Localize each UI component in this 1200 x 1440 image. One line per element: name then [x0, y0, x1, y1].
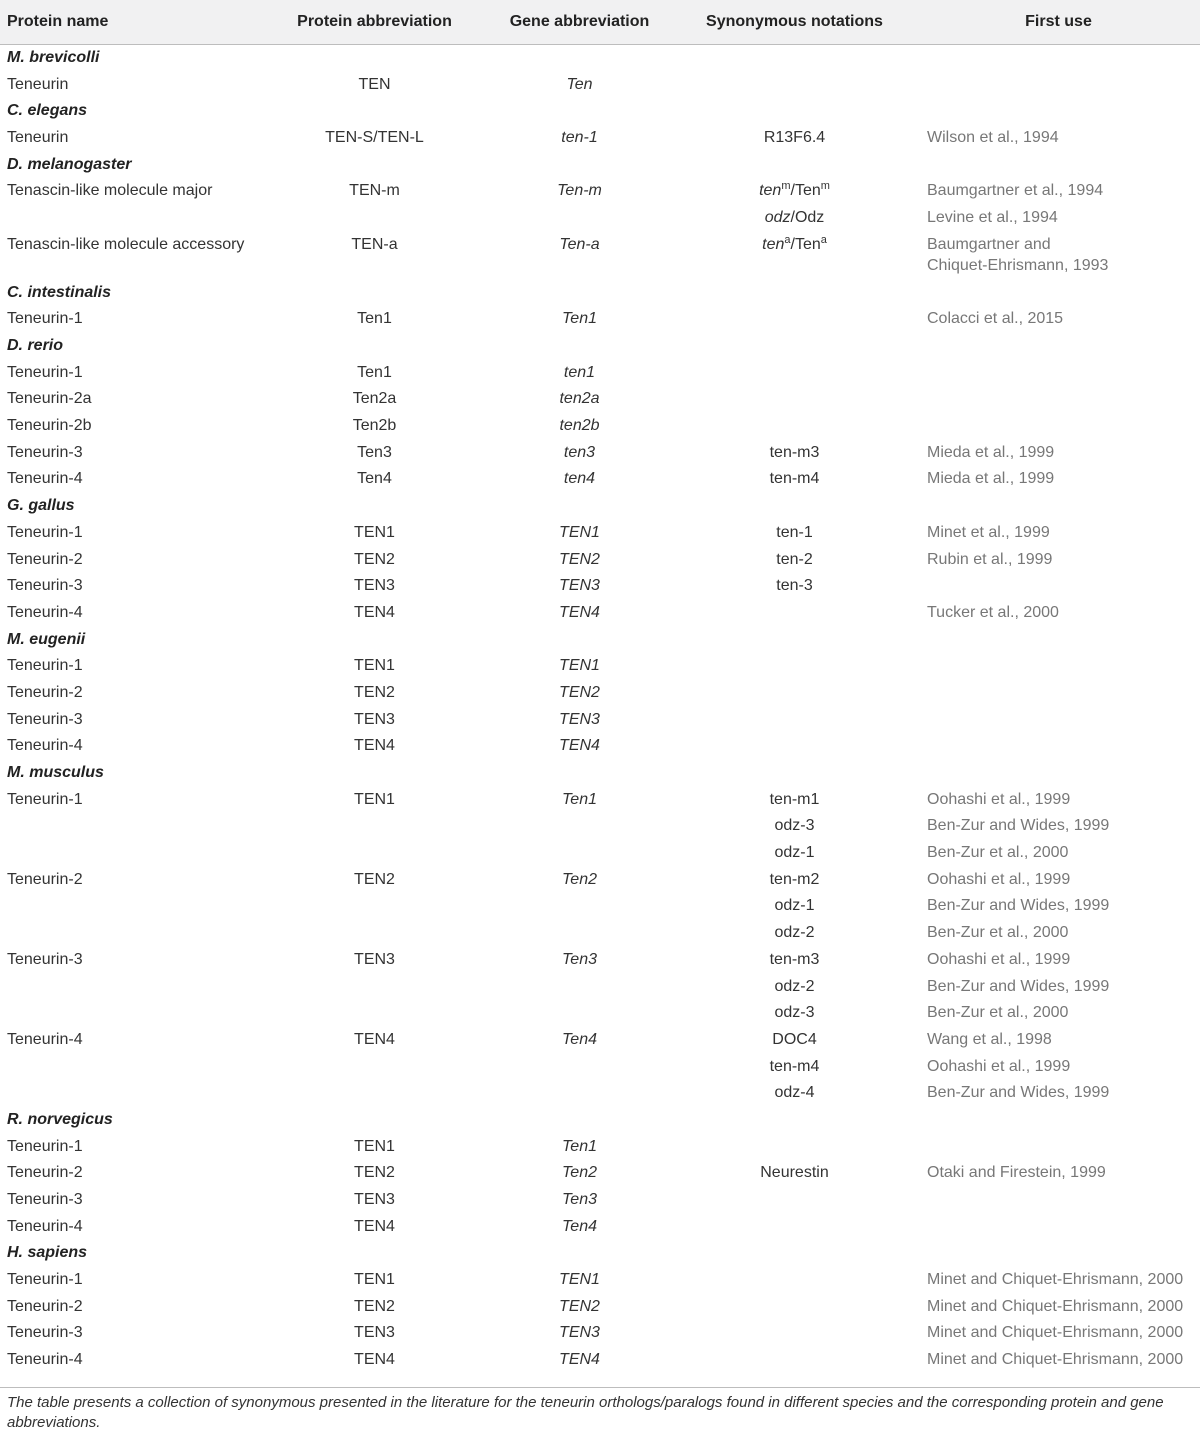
synonym-cell: R13F6.4	[763, 128, 826, 146]
first-use-cell: Mieda et al., 1999	[927, 470, 1055, 488]
protein-abbreviation-cell	[262, 839, 487, 866]
table-row	[0, 519, 1200, 546]
first-use-line: Chiquet-Ehrismann, 1993	[927, 256, 1109, 274]
gene-abbreviation-cell: TEN2	[559, 550, 600, 568]
species-name: D. rerio	[7, 337, 64, 355]
table-row	[0, 813, 1200, 840]
protein-name-cell	[0, 999, 262, 1026]
header-gene-abbreviation: Gene abbreviation	[487, 0, 672, 44]
table-caption: The table presents a collection of synonymous presented in the literature for the teneurin orthologs/paralogs found in different species and the corresponding protein and gene abbreviations.	[7, 1394, 1164, 1431]
table-row	[0, 652, 1200, 679]
protein-abbreviation-cell: Ten1	[357, 363, 392, 381]
protein-abbreviation-cell: Ten4	[357, 470, 392, 488]
gene-abbreviation-cell: Ten1	[562, 790, 597, 808]
species-row	[0, 151, 1200, 178]
first-use-cell: Oohashi et al., 1999	[927, 1057, 1071, 1075]
protein-name-cell: Teneurin-3	[7, 577, 83, 595]
table-row	[0, 1026, 1200, 1053]
synonym-cell	[672, 1266, 917, 1293]
header-row	[0, 0, 1200, 44]
first-use-cell	[917, 572, 1200, 599]
gene-abbreviation-cell	[487, 1053, 672, 1080]
protein-name-cell: Teneurin-3	[7, 1324, 83, 1342]
table-row	[0, 124, 1200, 151]
first-use-cell: Ben-Zur et al., 2000	[927, 1004, 1069, 1022]
protein-abbreviation-cell: TEN2	[354, 683, 395, 701]
species-row	[0, 626, 1200, 653]
species-row	[0, 279, 1200, 306]
protein-abbreviation-cell: TEN2	[354, 1297, 395, 1315]
gene-abbreviation-cell: ten1	[563, 363, 596, 381]
first-use-cell	[917, 733, 1200, 760]
species-name: C. elegans	[7, 102, 88, 120]
first-use-cell: Minet and Chiquet-Ehrismann, 2000	[927, 1324, 1184, 1342]
first-use-cell: Ben-Zur and Wides, 1999	[927, 977, 1110, 995]
protein-name-cell	[0, 919, 262, 946]
species-name: G. gallus	[7, 497, 75, 515]
synonym-cell: Neurestin	[760, 1164, 829, 1182]
gene-abbreviation-cell: Ten4	[562, 1217, 597, 1235]
table-row	[0, 999, 1200, 1026]
species-name: M. eugenii	[7, 630, 86, 648]
protein-abbreviation-cell: TEN4	[354, 603, 395, 621]
first-use-cell	[917, 1133, 1200, 1160]
table-row	[0, 1053, 1200, 1080]
synonym-cell: ten-m3	[769, 443, 820, 461]
protein-abbreviation-cell	[262, 1079, 487, 1106]
protein-name-cell: Teneurin-1	[7, 523, 83, 541]
header-synonymous-notations: Synonymous notations	[672, 0, 917, 44]
synonym-roman-part: Ten	[794, 235, 821, 253]
protein-name-cell	[0, 813, 262, 840]
header-protein-abbreviation: Protein abbreviation	[262, 0, 487, 44]
gene-abbreviation-cell: TEN3	[559, 1324, 600, 1342]
protein-name-cell: Teneurin-3	[7, 1191, 83, 1209]
protein-name-cell	[0, 1053, 262, 1080]
synonym-italic-part: ten	[759, 182, 782, 200]
protein-abbreviation-cell: TEN1	[354, 657, 395, 675]
first-use-cell: Levine et al., 1994	[927, 208, 1058, 226]
protein-name-cell: Teneurin-1	[7, 363, 83, 381]
first-use-cell: Minet and Chiquet-Ehrismann, 2000	[927, 1297, 1184, 1315]
synonym-cell: odz-1	[774, 844, 815, 862]
protein-abbreviation-cell: TEN-m	[349, 182, 400, 200]
synonym-cell: ten-m4	[769, 470, 820, 488]
synonym-superscript: a	[784, 233, 791, 246]
table-row	[0, 439, 1200, 466]
synonym-cell: ten-m4	[769, 1057, 820, 1075]
protein-name-cell: Teneurin-3	[7, 710, 83, 728]
protein-name-cell: Teneurin	[7, 75, 69, 93]
synonym-italic-part: odz	[764, 208, 791, 226]
protein-abbreviation-cell: TEN1	[354, 523, 395, 541]
first-use-cell	[917, 1186, 1200, 1213]
protein-abbreviation-cell: Ten1	[357, 310, 392, 328]
synonym-superscript: m	[781, 180, 791, 193]
gene-abbreviation-cell: Ten1	[562, 310, 597, 328]
table-row	[0, 1266, 1200, 1293]
gene-abbreviation-cell: TEN3	[559, 577, 600, 595]
synonym-cell: odz-3	[774, 817, 815, 835]
table-row	[0, 177, 1200, 204]
table-footer-divider	[0, 1387, 1200, 1388]
protein-abbreviation-cell: TEN	[358, 75, 391, 93]
synonym-cell	[672, 1213, 917, 1240]
first-use-cell	[917, 706, 1200, 733]
protein-name-cell: Teneurin-2	[7, 683, 83, 701]
gene-abbreviation-cell: TEN2	[559, 683, 600, 701]
protein-name-cell: Teneurin-3	[7, 950, 83, 968]
table-row	[0, 706, 1200, 733]
protein-name-cell	[0, 1079, 262, 1106]
gene-abbreviation-cell	[487, 813, 672, 840]
gene-abbreviation-cell	[487, 839, 672, 866]
protein-name-cell: Teneurin-4	[7, 470, 83, 488]
protein-abbreviation-cell: TEN-a	[351, 235, 398, 253]
gene-abbreviation-cell: ten3	[563, 443, 596, 461]
species-name: M. brevicolli	[7, 49, 100, 67]
protein-abbreviation-cell: TEN1	[354, 790, 395, 808]
table-row	[0, 1213, 1200, 1240]
gene-abbreviation-cell: TEN4	[559, 737, 600, 755]
first-use-cell: Baumgartner et al., 1994	[927, 182, 1104, 200]
protein-name-cell: Teneurin-1	[7, 657, 83, 675]
gene-abbreviation-cell: Ten3	[562, 950, 597, 968]
synonym-cell	[672, 204, 917, 231]
protein-name-cell: Teneurin-2	[7, 1297, 83, 1315]
protein-name-cell: Teneurin-1	[7, 310, 83, 328]
gene-abbreviation-cell	[487, 973, 672, 1000]
table-row	[0, 679, 1200, 706]
protein-abbreviation-cell	[262, 999, 487, 1026]
protein-abbreviation-cell: TEN4	[354, 1030, 395, 1048]
protein-abbreviation-cell: TEN4	[354, 1217, 395, 1235]
gene-abbreviation-cell: TEN3	[559, 710, 600, 728]
synonym-cell	[672, 1133, 917, 1160]
protein-name-cell: Teneurin-2	[7, 550, 83, 568]
gene-abbreviation-cell: ten-1	[561, 128, 598, 146]
synonym-roman-part: Ten	[794, 182, 821, 200]
protein-name-cell: Teneurin-4	[7, 1351, 83, 1369]
synonym-cell: odz-2	[774, 924, 815, 942]
protein-name-cell: Teneurin-4	[7, 1030, 83, 1048]
protein-abbreviation-cell: TEN2	[354, 1164, 395, 1182]
table-row	[0, 1079, 1200, 1106]
protein-abbreviation-cell: TEN3	[354, 1191, 395, 1209]
synonym-cell: DOC4	[772, 1030, 817, 1048]
gene-abbreviation-cell: Ten3	[562, 1191, 597, 1209]
gene-abbreviation-cell: Ten2	[562, 1164, 597, 1182]
synonym-cell	[672, 231, 917, 279]
species-row	[0, 97, 1200, 124]
synonym-separator: /	[790, 235, 795, 253]
species-row	[0, 44, 1200, 71]
synonym-cell: ten-3	[776, 577, 813, 595]
table-row	[0, 1133, 1200, 1160]
protein-name-cell: Teneurin-4	[7, 737, 83, 755]
protein-name-cell: Teneurin-4	[7, 1217, 83, 1235]
first-use-cell: Oohashi et al., 1999	[927, 870, 1071, 888]
gene-abbreviation-cell: TEN1	[559, 1271, 600, 1289]
synonym-cell	[672, 386, 917, 413]
gene-abbreviation-cell	[487, 893, 672, 920]
gene-abbreviation-cell: Ten-a	[559, 235, 600, 253]
protein-name-cell: Teneurin-4	[7, 603, 83, 621]
synonym-cell: ten-m3	[769, 950, 820, 968]
first-use-cell: Ben-Zur and Wides, 1999	[927, 897, 1110, 915]
protein-name-cell	[0, 839, 262, 866]
header-first-use: First use	[917, 0, 1200, 44]
table-row	[0, 359, 1200, 386]
synonym-cell	[672, 71, 917, 98]
species-row	[0, 759, 1200, 786]
gene-abbreviation-cell	[487, 204, 672, 231]
table-row	[0, 546, 1200, 573]
protein-abbreviation-cell: Ten3	[357, 443, 392, 461]
protein-abbreviation-cell	[262, 919, 487, 946]
synonym-cell	[672, 412, 917, 439]
table-row	[0, 204, 1200, 231]
table-row	[0, 412, 1200, 439]
first-use-line: Baumgartner and	[927, 235, 1051, 253]
synonym-cell	[672, 679, 917, 706]
table-row	[0, 973, 1200, 1000]
synonym-superscript: a	[820, 233, 827, 246]
synonym-cell: ten-m1	[769, 790, 820, 808]
synonym-cell	[672, 1346, 917, 1373]
table-row	[0, 1186, 1200, 1213]
protein-name-cell: Teneurin-3	[7, 443, 83, 461]
table-row	[0, 306, 1200, 333]
synonym-cell	[672, 306, 917, 333]
protein-abbreviation-cell	[262, 1053, 487, 1080]
first-use-cell	[917, 412, 1200, 439]
protein-abbreviation-cell	[262, 973, 487, 1000]
gene-abbreviation-cell: TEN2	[559, 1297, 600, 1315]
synonym-cell	[672, 1320, 917, 1347]
first-use-cell: Ben-Zur et al., 2000	[927, 924, 1069, 942]
protein-abbreviation-cell	[262, 893, 487, 920]
gene-abbreviation-cell	[487, 1079, 672, 1106]
synonym-cell: ten-1	[776, 523, 813, 541]
gene-abbreviation-cell: Ten2	[562, 870, 597, 888]
table-body	[0, 44, 1200, 1373]
table-row	[0, 1346, 1200, 1373]
synonym-cell: ten-2	[776, 550, 813, 568]
gene-abbreviation-cell: Ten-m	[557, 182, 602, 200]
synonym-cell	[672, 1293, 917, 1320]
synonym-cell: odz-3	[774, 1004, 815, 1022]
table-row	[0, 71, 1200, 98]
species-name: R. norvegicus	[7, 1110, 113, 1128]
synonym-cell	[672, 706, 917, 733]
first-use-cell: Minet et al., 1999	[927, 523, 1050, 541]
species-row	[0, 332, 1200, 359]
protein-abbreviation-cell: TEN3	[354, 577, 395, 595]
species-name: M. musculus	[7, 764, 104, 782]
first-use-cell: Tucker et al., 2000	[927, 603, 1059, 621]
protein-name-cell: Teneurin-2a	[7, 390, 92, 408]
protein-name-cell: Teneurin-1	[7, 790, 83, 808]
species-name: C. intestinalis	[7, 283, 112, 301]
gene-abbreviation-cell	[487, 919, 672, 946]
synonym-separator: /	[790, 182, 795, 200]
table-row	[0, 919, 1200, 946]
gene-abbreviation-cell: TEN1	[559, 657, 600, 675]
synonym-cell	[672, 733, 917, 760]
gene-abbreviation-cell: Ten	[566, 75, 593, 93]
synonym-cell: odz-2	[774, 977, 815, 995]
protein-name-cell: Teneurin-2	[7, 1164, 83, 1182]
protein-abbreviation-cell	[262, 204, 487, 231]
table-row	[0, 946, 1200, 973]
protein-name-cell: Tenascin-like molecule accessory	[7, 235, 245, 253]
table-row	[0, 599, 1200, 626]
first-use-cell: Minet and Chiquet-Ehrismann, 2000	[927, 1351, 1184, 1369]
first-use-cell: Otaki and Firestein, 1999	[927, 1164, 1106, 1182]
gene-abbreviation-cell: Ten4	[562, 1030, 597, 1048]
first-use-cell: Oohashi et al., 1999	[927, 950, 1071, 968]
synonym-superscript: m	[820, 180, 830, 193]
table-row	[0, 386, 1200, 413]
first-use-cell	[917, 652, 1200, 679]
first-use-cell: Ben-Zur and Wides, 1999	[927, 817, 1110, 835]
species-name: D. melanogaster	[7, 155, 132, 173]
gene-abbreviation-cell: TEN4	[559, 1351, 600, 1369]
synonym-cell	[672, 599, 917, 626]
table-row	[0, 786, 1200, 813]
protein-abbreviation-cell	[262, 813, 487, 840]
gene-abbreviation-cell: ten2b	[559, 417, 600, 435]
protein-abbreviation-cell: TEN1	[354, 1271, 395, 1289]
first-use-cell: Oohashi et al., 1999	[927, 790, 1071, 808]
gene-abbreviation-cell	[487, 999, 672, 1026]
first-use-cell	[917, 386, 1200, 413]
protein-name-cell	[0, 204, 262, 231]
gene-abbreviation-cell: ten4	[563, 470, 596, 488]
synonym-cell: odz-1	[774, 897, 815, 915]
first-use-cell: Colacci et al., 2015	[927, 310, 1064, 328]
protein-abbreviation-cell: TEN2	[354, 550, 395, 568]
first-use-cell: Rubin et al., 1999	[927, 550, 1053, 568]
species-row	[0, 1106, 1200, 1133]
gene-abbreviation-cell: TEN1	[559, 523, 600, 541]
first-use-cell	[917, 71, 1200, 98]
protein-abbreviation-cell: TEN4	[354, 1351, 395, 1369]
table-row	[0, 1160, 1200, 1187]
protein-name-cell: Teneurin-1	[7, 1137, 83, 1155]
table-header	[0, 0, 1200, 44]
first-use-cell	[917, 231, 1200, 279]
species-row	[0, 1240, 1200, 1267]
protein-name-cell: Teneurin-2	[7, 870, 83, 888]
synonym-cell	[672, 177, 917, 204]
table-row	[0, 1293, 1200, 1320]
gene-abbreviation-cell: TEN4	[559, 603, 600, 621]
protein-name-cell: Teneurin-2b	[7, 417, 92, 435]
protein-name-cell	[0, 973, 262, 1000]
first-use-cell: Ben-Zur et al., 2000	[927, 844, 1069, 862]
gene-abbreviation-cell: ten2a	[559, 390, 600, 408]
synonym-italic-part: ten	[762, 235, 785, 253]
synonym-cell	[672, 359, 917, 386]
table-row	[0, 866, 1200, 893]
first-use-cell: Ben-Zur and Wides, 1999	[927, 1084, 1110, 1102]
synonym-cell: odz-4	[774, 1084, 815, 1102]
species-name: H. sapiens	[7, 1244, 88, 1262]
protein-abbreviation-cell: Ten2b	[352, 417, 397, 435]
protein-abbreviation-cell: Ten2a	[352, 390, 397, 408]
synonym-cell	[672, 652, 917, 679]
protein-abbreviation-cell: TEN1	[354, 1137, 395, 1155]
first-use-cell: Mieda et al., 1999	[927, 443, 1055, 461]
protein-name-cell	[0, 893, 262, 920]
table-row	[0, 839, 1200, 866]
first-use-cell	[917, 359, 1200, 386]
synonym-cell: ten-m2	[769, 870, 820, 888]
protein-abbreviation-cell: TEN3	[354, 710, 395, 728]
table-row	[0, 733, 1200, 760]
table-row	[0, 572, 1200, 599]
species-row	[0, 492, 1200, 519]
protein-name-cell: Teneurin-1	[7, 1271, 83, 1289]
protein-name-cell: Teneurin	[7, 128, 69, 146]
table-row	[0, 893, 1200, 920]
synonym-roman-part: /Odz	[790, 208, 825, 226]
synonym-cell	[672, 1186, 917, 1213]
first-use-cell	[917, 1213, 1200, 1240]
first-use-cell: Minet and Chiquet-Ehrismann, 2000	[927, 1271, 1184, 1289]
table-row	[0, 1320, 1200, 1347]
protein-name-cell: Tenascin-like molecule major	[7, 182, 213, 200]
table-row	[0, 466, 1200, 493]
protein-abbreviation-cell: TEN2	[354, 870, 395, 888]
header-protein-name: Protein name	[0, 0, 262, 44]
protein-abbreviation-cell: TEN3	[354, 950, 395, 968]
first-use-cell: Wang et al., 1998	[927, 1030, 1052, 1048]
first-use-cell: Wilson et al., 1994	[927, 128, 1059, 146]
protein-abbreviation-cell: TEN-S/TEN-L	[325, 128, 424, 146]
gene-abbreviation-cell: Ten1	[562, 1137, 597, 1155]
protein-abbreviation-cell: TEN4	[354, 737, 395, 755]
first-use-cell	[917, 679, 1200, 706]
table-row	[0, 231, 1200, 279]
protein-abbreviation-cell: TEN3	[354, 1324, 395, 1342]
